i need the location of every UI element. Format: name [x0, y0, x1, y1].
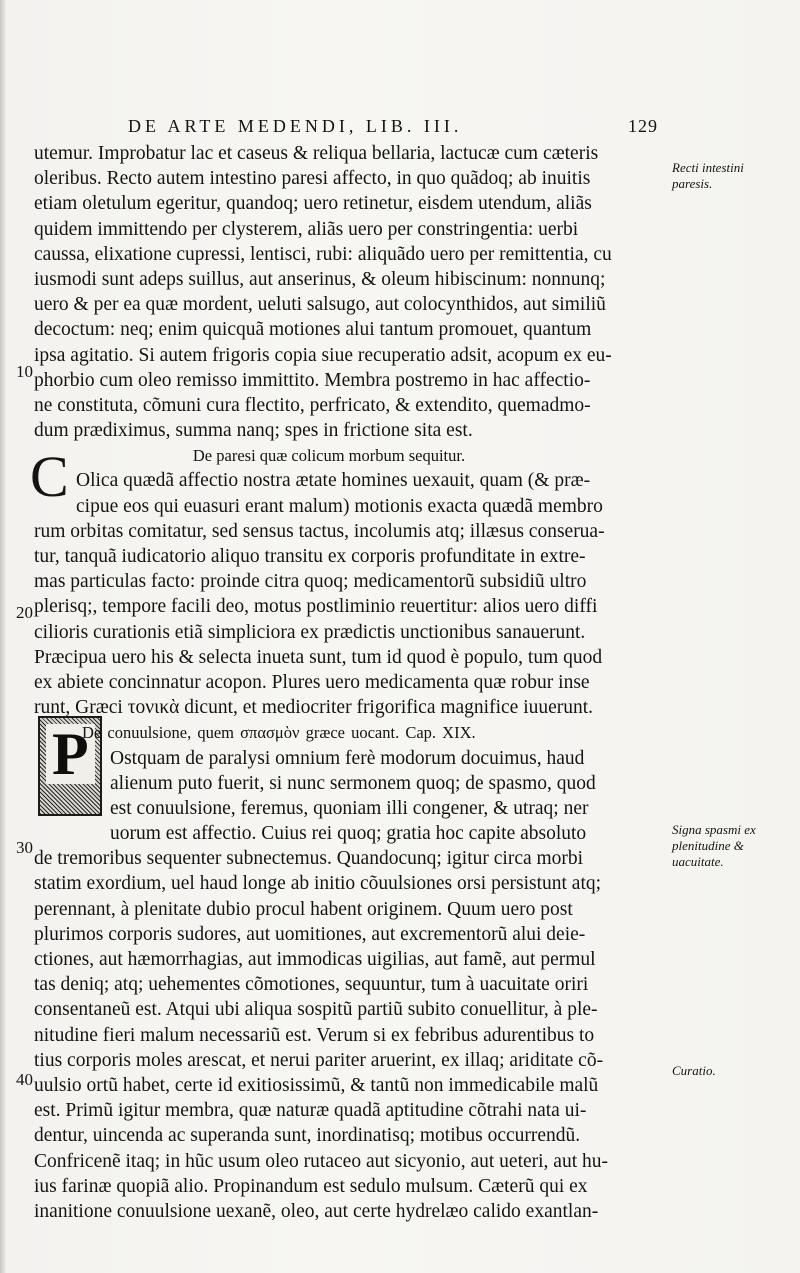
text-line: consentaneũ est. Atqui ubi aliqua sospitũ partiũ subito conuellitur, à ple- [34, 999, 598, 1021]
text-line: nitudine fieri malum necessariũ est. Verum si ex febribus adurentibus to [34, 1024, 595, 1046]
marginal-note: Signa spasmi ex plenitudine & uacuitate. [672, 822, 756, 869]
text-line: runt, Græci τονικὰ dicunt, et mediocriter frigorifica magnifice iuuerunt. [34, 697, 594, 719]
text-line: oleribus. Recto autem intestino paresi affecto, in quo quãdoq; ab inuitis [34, 168, 591, 190]
text-line: cilioris curationis etiã simpliciora ex prædictis unctionibus sanauerunt. [34, 621, 586, 643]
marginal-note: Curatio. [672, 1063, 716, 1078]
text-line: decoctum: neq; enim quicquã motiones alui tantum promouet, quantum [34, 319, 592, 341]
text-line: uero & per ea quæ mordent, ueluti salsugo, aut colocynthidos, aut similiũ [34, 294, 606, 316]
text-line: ne constituta, cõmuni cura flectito, perfricato, & extendito, quemadmo- [34, 394, 591, 416]
main-text [34, 141, 664, 1224]
text-line: Præcipua uero his & selecta inueta sunt, tum id quod è populo, tum quod [34, 646, 603, 668]
text-line: uulsio ortũ habet, certe id exitiosissimũ, & tantũ non immedicabile malũ [34, 1074, 599, 1096]
text-line: dum prædiximus, summa nanq; spes in frictione sita est. [34, 420, 473, 442]
text-line: tius corporis moles arescat, et nerui pariter aruerint, ex illaq; ariditate cõ- [34, 1049, 604, 1071]
initial-letter-p: P [46, 724, 95, 784]
text-line: mas particulas facto: proinde citra quoq; medicamentorũ subsidiũ ultro [34, 571, 587, 593]
line-number: 20 [16, 603, 33, 622]
text-line: plurimos corporis sudores, aut uomitiones, aut excrementorũ alui deie- [34, 923, 586, 945]
text-line: quidem immittendo per clysterem, aliãs uero per constringentia: uerbi [34, 218, 579, 240]
text-line: est conuulsione, feremus, quoniam illi congener, & utraq; ner [110, 797, 589, 819]
text-line: tas deniq; atq; uehementes cõmotiones, sequuntur, tum à uacuitate oriri [34, 974, 589, 996]
text-line: est. Primũ igitur membra, quæ naturæ quadã aptitudine cõtrahi nata ui- [34, 1100, 587, 1122]
text-line: Ostquam de paralysi omnium ferè modorum docuimus, haud [110, 747, 585, 769]
line-number: 30 [16, 838, 33, 857]
text-line: ipsa agitatio. Si autem frigoris copia siue recuperatio adsit, acopum ex eu- [34, 344, 612, 366]
text-line: etiam oletulum egeritur, quandoq; uero retinetur, eisdem utendum, aliãs [34, 193, 592, 215]
page-number: 129 [628, 116, 658, 136]
line-number: 40 [16, 1070, 33, 1089]
text-line: cipue eos qui euasuri erant malum) motionis exacta quædã membro [76, 495, 603, 517]
text-line: perennant, à plenitate dubio procul habent originem. Quum uero post [34, 898, 573, 920]
text-line: plerisq;, tempore facili deo, motus postliminio reuertitur: alios uero diffi [34, 596, 598, 618]
running-header [128, 116, 658, 137]
text-line: ius farinæ quopiã alio. Propinandum est sedulo mulsum. Cæterũ qui ex [34, 1175, 588, 1197]
running-title: DE ARTE MEDENDI, LIB. III. [128, 116, 463, 136]
text-line: statim exordium, uel haud longe ab initio cõuulsiones orsi persistunt atq; [34, 873, 602, 895]
text-line: rum orbitas comitatur, sed sensus tactus, incolumis atq; illæsus conserua- [34, 520, 605, 542]
initial-letter-c: C [30, 444, 69, 509]
line-number: 10 [16, 362, 33, 381]
text-line: utemur. Improbatur lac et caseus & reliqua bellaria, lactucæ cum cæteris [34, 143, 599, 164]
page-edge [0, 0, 6, 1273]
text-line: Olica quædã affectio nostra ætate homines uexauit, quam (& præ- [76, 470, 591, 492]
text-line: de tremoribus sequenter subnectemus. Quandocunq; igitur circa morbi [34, 848, 584, 870]
text-line: uorum est affectio. Cuius rei quoq; gratia hoc capite absoluto [110, 823, 587, 845]
text-line: phorbio cum oleo remisso immittito. Membra postremo in hac affectio- [34, 369, 591, 391]
text-line: iusmodi sunt adeps suillus, aut anserinus, & oleum hibiscinum: nonnunq; [34, 268, 606, 290]
chapter-heading: De conuulsione, quem σπασμὸν græce uocant. Cap. XIX. [82, 723, 476, 743]
text-line: inanitione conuulsione uexanẽ, oleo, aut certe hydrelæo calido exantlan- [34, 1200, 599, 1222]
marginal-note: Recti intestini paresis. [672, 160, 744, 191]
text-line: tur, tanquã iudicatorio aliquo transitu ex corporis profunditate in extre- [34, 546, 586, 567]
text-line: caussa, elixatione cupressi, lentisci, rubi: aliquãdo uero per remittentia, cu [34, 243, 612, 265]
section-heading: De paresi quæ colicum morbum sequitur. [192, 446, 466, 466]
text-line: ctiones, aut hæmorrhagias, aut immodicas uigilias, aut famẽ, aut permul [34, 949, 596, 970]
text-line: dentur, uincenda ac superanda sunt, inordinatisq; motibus occurrendũ. [34, 1125, 581, 1147]
text-line: ex abiete concinnatur acopon. Plures uero medicamenta quæ robur inse [34, 671, 590, 693]
text-line: alienum puto fuerit, si nunc sermonem quoq; de spasmo, quod [110, 772, 596, 794]
text-line: Confricenẽ itaq; in hũc usum oleo rutaceo aut sicyonio, aut ueteri, aut hu- [34, 1150, 608, 1172]
